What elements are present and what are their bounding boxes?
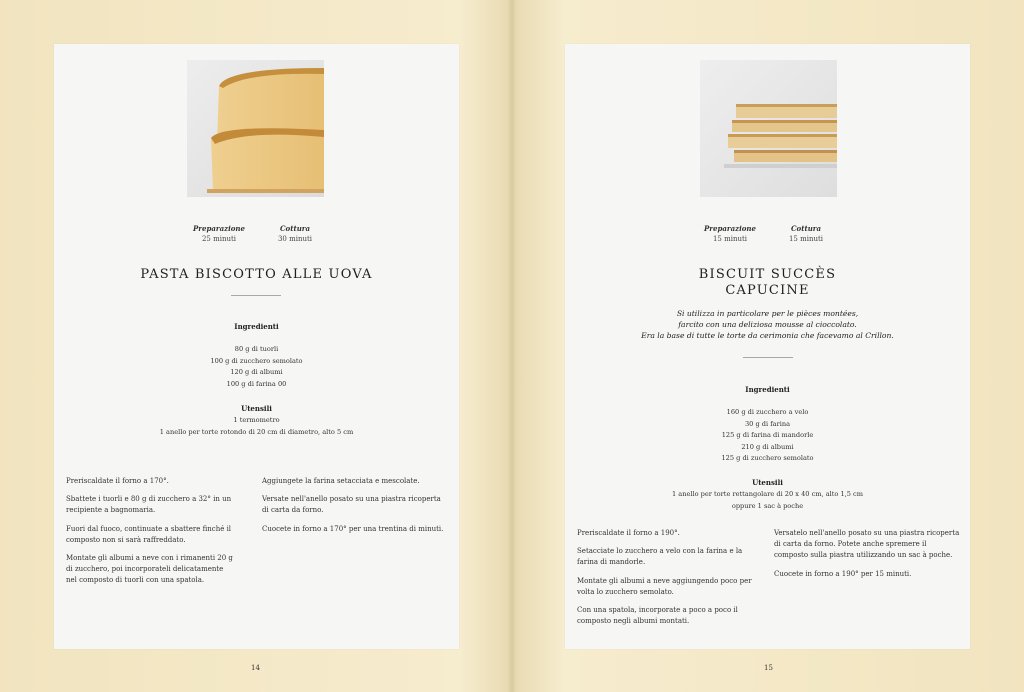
- cook-value: 30 minuti: [277, 235, 313, 243]
- step-text: Versatelo nell'anello posato su una piastra ricoperta di carta da forno. Potete anche spremere il composto sulla piastra utilizzando un sac à poche.: [774, 529, 960, 560]
- sponge-cake-image: [187, 60, 324, 197]
- intro-line: farcito con una deliziosa mousse al cioccolato.: [678, 320, 857, 329]
- step-text: Aggiungete la farina setacciata e mescolate.: [262, 477, 420, 485]
- recipe-title: [565, 267, 970, 299]
- tool-item: 1 termometro: [233, 416, 280, 424]
- step-text: Montate gli albumi a neve aggiungendo poco per volta lo zucchero semolato.: [577, 576, 752, 596]
- prep-value: 25 minuti: [201, 235, 237, 243]
- step-text: Cuocete in forno a 190° per 15 minuti.: [774, 569, 912, 578]
- prep-time: [695, 224, 765, 244]
- ingredients-heading: Ingredienti: [745, 385, 790, 394]
- biscuit-photo: [700, 60, 837, 197]
- ingredient-item: 160 g di zucchero a velo: [726, 408, 809, 416]
- title-divider: [231, 295, 281, 296]
- tools-heading: Utensili: [241, 404, 272, 413]
- step-text: Sbattete i tuorli e 80 g di zucchero a 32° in un recipiente a bagnomaria.: [66, 495, 232, 515]
- recipe-title-line-1: BISCUIT SUCCÈS: [698, 267, 837, 282]
- step-text: Fuori dal fuoco, continuate a sbattere finché il composto non si sarà raffreddato.: [66, 524, 232, 544]
- sponge-cake-photo: [187, 60, 324, 197]
- cook-time: [260, 224, 330, 244]
- title-divider: [743, 357, 793, 358]
- ingredients-heading: Ingredienti: [234, 322, 279, 331]
- ingredients-list: [565, 407, 970, 465]
- intro-line: Era la base di tutte le torte da cerimonia che facevamo al Crillon.: [641, 331, 894, 340]
- step-text: Preriscaldate il forno a 170°.: [66, 477, 169, 485]
- right-page: [565, 44, 970, 649]
- recipe-title-line-2: CAPUCINE: [725, 283, 810, 298]
- tools-list: [565, 489, 970, 512]
- biscuit-image: [700, 60, 837, 197]
- steps-column-2: [262, 476, 448, 542]
- prep-label: Preparazione: [193, 224, 245, 233]
- step-text: Preriscaldate il forno a 190°.: [577, 529, 680, 537]
- tool-item: oppure 1 sac à poche: [731, 501, 804, 510]
- step-text: Cuocete in forno a 170° per una trentina di minuti.: [262, 524, 444, 533]
- step-text: Versate nell'anello posato su una piastra ricoperta di carta da forno.: [262, 495, 441, 515]
- left-page: [54, 44, 459, 649]
- page-number-right: 15: [764, 664, 773, 672]
- ingredient-item: 125 g di farina di mandorle: [721, 431, 814, 439]
- tool-item: 1 anello per torte rotondo di 20 cm di diametro, alto 5 cm: [159, 427, 354, 436]
- prep-time: [184, 224, 254, 244]
- recipe-intro: [565, 308, 970, 341]
- recipe-title: PASTA BISCOTTO ALLE UOVA: [140, 267, 373, 282]
- intro-line: Si utilizza in particolare per le pièces montées,: [676, 309, 859, 318]
- cook-label: Cottura: [790, 224, 822, 233]
- ingredient-item: 120 g di albumi: [230, 368, 283, 376]
- page-number-left: 14: [251, 664, 260, 672]
- ingredient-item: 125 g di zucchero semolato: [721, 454, 814, 462]
- ingredients-list: [54, 344, 459, 390]
- step-text: Montate gli albumi a neve con i rimanenti 20 g di zucchero, poi incorporateli delicatamente nel composto di tuorli con una spatola.: [66, 554, 233, 585]
- tools-list: [54, 415, 459, 438]
- tool-item: 1 anello per torte rettangolare di 20 x 40 cm, alto 1,5 cm: [672, 490, 863, 498]
- cook-time: [771, 224, 841, 244]
- steps-column-1: [66, 476, 236, 594]
- ingredient-item: 80 g di tuorli: [234, 345, 279, 353]
- prep-value: 15 minuti: [712, 235, 748, 243]
- steps-column-1: [577, 528, 759, 634]
- prep-label: Preparazione: [704, 224, 756, 233]
- tools-heading: Utensili: [752, 478, 783, 487]
- ingredient-item: 100 g di farina 00: [226, 379, 287, 388]
- ingredient-item: 100 g di zucchero semolato: [210, 356, 303, 365]
- cook-value: 15 minuti: [788, 235, 824, 243]
- steps-column-2: [774, 528, 962, 587]
- step-text: Con una spatola, incorporate a poco a poco il composto negli albumi montati.: [577, 606, 738, 626]
- cook-label: Cottura: [279, 224, 311, 233]
- ingredient-item: 210 g di albumi: [741, 442, 794, 451]
- ingredient-item: 30 g di farina: [744, 419, 791, 428]
- step-text: Setacciate lo zucchero a velo con la farina e la farina di mandorle.: [577, 547, 743, 567]
